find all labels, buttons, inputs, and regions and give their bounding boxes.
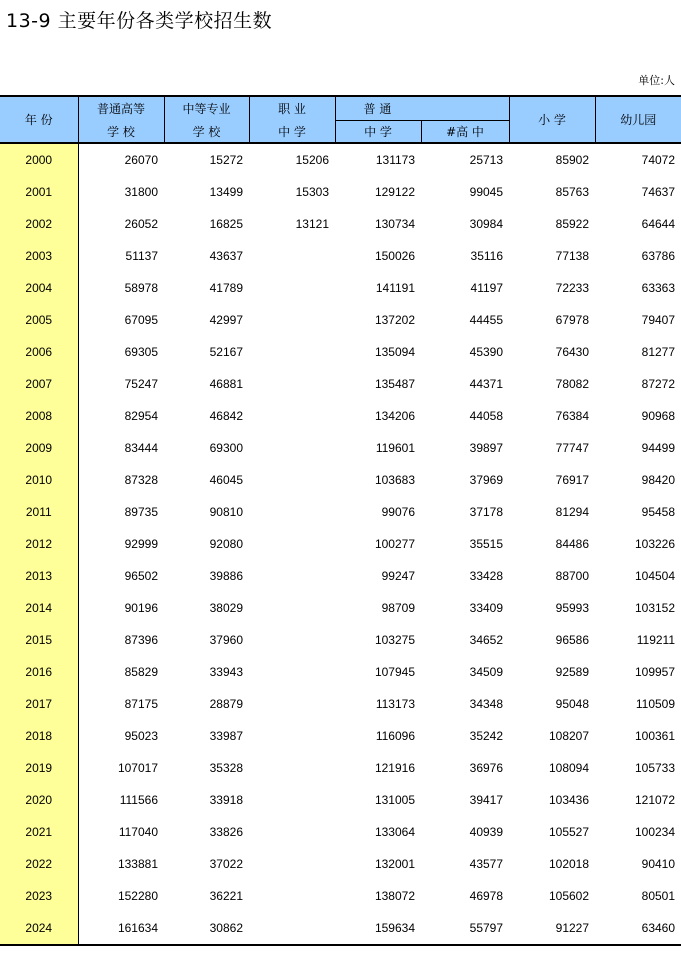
cell-secondary-voc: 33987 <box>209 729 243 743</box>
cell-secondary-voc: 35328 <box>209 761 243 775</box>
table-row <box>0 336 681 368</box>
cell-kindergarten: 121072 <box>634 793 676 807</box>
cell-regular-middle: 116096 <box>375 729 415 743</box>
cell-kindergarten: 104504 <box>634 569 676 583</box>
cell-high-school: 99045 <box>469 185 504 199</box>
header-regular-middle-1 <box>335 96 509 121</box>
cell-secondary-voc: 42997 <box>209 313 243 327</box>
cell-primary: 76384 <box>555 409 590 423</box>
cell-primary: 91227 <box>509 912 595 945</box>
cell-year: 2004 <box>0 272 78 304</box>
cell-high-school: 55797 <box>421 912 509 945</box>
header-secondary-voc-1: 中等专业 <box>164 96 249 121</box>
cell-general-higher: 111566 <box>119 793 158 807</box>
table-row <box>0 208 681 240</box>
cell-general-higher: 107017 <box>117 761 158 775</box>
cell-regular-middle: 99076 <box>381 505 415 519</box>
table-row <box>0 496 681 528</box>
cell-general-higher: 95023 <box>124 729 158 743</box>
cell-secondary-voc: 37960 <box>209 633 243 647</box>
cell-primary: 95993 <box>555 601 590 615</box>
cell-kindergarten: 74637 <box>641 185 676 199</box>
cell-kindergarten: 74072 <box>641 153 676 167</box>
cell-primary: 102018 <box>548 857 590 871</box>
cell-voc-middle: 15303 <box>295 185 329 199</box>
cell-kindergarten: 79407 <box>641 313 676 327</box>
cell-year: 2006 <box>0 336 78 368</box>
table-row <box>0 560 681 592</box>
cell-voc-middle: 15206 <box>295 153 329 167</box>
cell-general-higher: 26070 <box>124 153 158 167</box>
cell-high-school: 41197 <box>470 281 504 295</box>
cell-secondary-voc: 46842 <box>209 409 243 423</box>
cell-primary: 108207 <box>548 729 590 743</box>
cell-primary: 72233 <box>555 281 590 295</box>
cell-general-higher: 83444 <box>124 441 158 455</box>
page-title: 13-9 主要年份各类学校招生数 <box>6 10 273 32</box>
table-row <box>0 592 681 624</box>
table-row <box>0 816 681 848</box>
table-row <box>0 656 681 688</box>
cell-voc-middle <box>249 432 335 464</box>
cell-year: 2001 <box>0 176 78 208</box>
cell-kindergarten: 103152 <box>634 601 676 615</box>
cell-high-school: 30984 <box>469 217 504 231</box>
cell-year: 2023 <box>0 880 78 912</box>
header-year: 年 份 <box>0 96 78 143</box>
cell-primary: 77138 <box>555 249 590 263</box>
table-row <box>0 880 681 912</box>
cell-kindergarten: 109957 <box>634 665 676 679</box>
table-row <box>0 143 681 176</box>
cell-regular-middle: 135094 <box>374 345 415 359</box>
cell-general-higher: 92999 <box>124 537 158 551</box>
cell-high-school: 35116 <box>470 249 504 263</box>
cell-primary: 103436 <box>548 793 590 807</box>
cell-general-higher: 161634 <box>78 912 164 945</box>
cell-voc-middle <box>249 368 335 400</box>
table-row <box>0 912 681 945</box>
cell-high-school: 36976 <box>469 761 504 775</box>
cell-year: 2010 <box>0 464 78 496</box>
cell-voc-middle <box>249 400 335 432</box>
cell-regular-middle: 100277 <box>374 537 415 551</box>
cell-regular-middle: 141191 <box>375 281 415 295</box>
cell-high-school: 37969 <box>469 473 504 487</box>
cell-general-higher: 87328 <box>124 473 158 487</box>
cell-secondary-voc: 30862 <box>164 912 249 945</box>
cell-year: 2018 <box>0 720 78 752</box>
cell-voc-middle <box>249 688 335 720</box>
cell-high-school: 35242 <box>469 729 504 743</box>
cell-voc-middle <box>249 240 335 272</box>
cell-regular-middle: 107945 <box>374 665 415 679</box>
header-voc-middle-2: 中 学 <box>249 121 335 144</box>
cell-kindergarten: 63460 <box>595 912 681 945</box>
cell-secondary-voc: 37022 <box>209 857 243 871</box>
cell-high-school: 34348 <box>469 697 504 711</box>
table-row <box>0 272 681 304</box>
cell-regular-middle: 99247 <box>381 569 415 583</box>
cell-kindergarten: 110509 <box>635 697 676 711</box>
cell-regular-middle: 134206 <box>374 409 415 423</box>
cell-high-school: 46978 <box>469 889 504 903</box>
cell-high-school: 33409 <box>469 601 504 615</box>
cell-kindergarten: 63786 <box>641 249 676 263</box>
cell-year: 2021 <box>0 816 78 848</box>
cell-regular-middle: 133064 <box>374 825 415 839</box>
cell-high-school: 43577 <box>469 857 504 871</box>
cell-regular-middle: 150026 <box>374 249 415 263</box>
cell-general-higher: 89735 <box>124 505 158 519</box>
table-row <box>0 752 681 784</box>
cell-voc-middle <box>249 304 335 336</box>
cell-secondary-voc: 15272 <box>209 153 243 167</box>
cell-kindergarten: 87272 <box>641 377 676 391</box>
cell-general-higher: 58978 <box>124 281 158 295</box>
cell-secondary-voc: 41789 <box>209 281 243 295</box>
cell-general-higher: 75247 <box>124 377 158 391</box>
cell-general-higher: 117040 <box>118 825 158 839</box>
cell-secondary-voc: 33918 <box>209 793 243 807</box>
cell-high-school: 39897 <box>469 441 504 455</box>
cell-kindergarten: 63363 <box>641 281 676 295</box>
header-primary: 小 学 <box>509 96 595 143</box>
cell-kindergarten: 100361 <box>634 729 676 743</box>
cell-voc-middle <box>249 624 335 656</box>
cell-regular-middle: 103275 <box>374 633 415 647</box>
cell-high-school: 39417 <box>469 793 504 807</box>
cell-regular-middle: 138072 <box>374 889 415 903</box>
table-row <box>0 368 681 400</box>
cell-general-higher: 51137 <box>125 249 158 263</box>
cell-high-school: 44455 <box>469 313 504 327</box>
cell-voc-middle <box>249 592 335 624</box>
cell-year: 2017 <box>0 688 78 720</box>
cell-year: 2011 <box>0 496 78 528</box>
cell-regular-middle: 131173 <box>375 153 415 167</box>
cell-general-higher: 31800 <box>124 185 158 199</box>
cell-secondary-voc: 33943 <box>209 665 243 679</box>
cell-high-school: 44058 <box>469 409 504 423</box>
cell-primary: 76917 <box>555 473 590 487</box>
cell-secondary-voc: 13499 <box>209 185 243 199</box>
cell-kindergarten: 103226 <box>634 537 676 551</box>
cell-voc-middle <box>249 560 335 592</box>
cell-primary: 77747 <box>555 441 590 455</box>
cell-secondary-voc: 28879 <box>209 697 243 711</box>
cell-year: 2012 <box>0 528 78 560</box>
cell-high-school: 33428 <box>469 569 504 583</box>
cell-primary: 76430 <box>555 345 590 359</box>
cell-regular-middle: 131005 <box>374 793 415 807</box>
cell-regular-middle: 135487 <box>374 377 415 391</box>
cell-primary: 105602 <box>548 889 590 903</box>
cell-primary: 88700 <box>555 569 590 583</box>
table-row <box>0 848 681 880</box>
cell-high-school: 35515 <box>469 537 504 551</box>
cell-voc-middle <box>249 720 335 752</box>
cell-secondary-voc: 46881 <box>209 377 243 391</box>
cell-general-higher: 82954 <box>124 409 158 423</box>
cell-kindergarten: 81277 <box>641 345 676 359</box>
table-row <box>0 400 681 432</box>
cell-kindergarten: 119211 <box>636 633 676 647</box>
cell-year: 2016 <box>0 656 78 688</box>
cell-secondary-voc: 33826 <box>209 825 243 839</box>
cell-primary: 67978 <box>555 313 590 327</box>
cell-secondary-voc: 46045 <box>209 473 243 487</box>
cell-primary: 92589 <box>555 665 590 679</box>
cell-voc-middle <box>249 496 335 528</box>
cell-year: 2020 <box>0 784 78 816</box>
cell-kindergarten: 105733 <box>634 761 676 775</box>
cell-year: 2015 <box>0 624 78 656</box>
cell-year: 2014 <box>0 592 78 624</box>
cell-general-higher: 87396 <box>124 633 158 647</box>
header-high-school: #高 中 <box>421 121 509 144</box>
table-body <box>0 143 681 945</box>
cell-voc-middle: 13121 <box>295 217 329 231</box>
cell-primary: 108094 <box>548 761 590 775</box>
cell-kindergarten: 64644 <box>641 217 676 231</box>
cell-secondary-voc: 16825 <box>209 217 243 231</box>
cell-year: 2000 <box>0 143 78 176</box>
cell-primary: 96586 <box>555 633 590 647</box>
cell-year: 2019 <box>0 752 78 784</box>
cell-general-higher: 96502 <box>124 569 158 583</box>
cell-year: 2024 <box>0 912 78 945</box>
cell-kindergarten: 100234 <box>634 825 676 839</box>
cell-secondary-voc: 43637 <box>209 249 243 263</box>
cell-primary: 95048 <box>555 697 590 711</box>
cell-voc-middle <box>249 272 335 304</box>
cell-regular-middle: 113173 <box>375 697 415 711</box>
cell-year: 2002 <box>0 208 78 240</box>
cell-secondary-voc: 52167 <box>209 345 243 359</box>
cell-general-higher: 90196 <box>124 601 158 615</box>
table-row <box>0 784 681 816</box>
cell-year: 2003 <box>0 240 78 272</box>
header-general-higher-2: 学 校 <box>78 121 164 144</box>
header-regular-middle-1-text: 普 通 <box>363 102 392 116</box>
table-row <box>0 304 681 336</box>
cell-primary: 105527 <box>548 825 590 839</box>
cell-year: 2007 <box>0 368 78 400</box>
cell-kindergarten: 80501 <box>641 889 676 903</box>
header-secondary-voc-2: 学 校 <box>164 121 249 144</box>
cell-primary: 81294 <box>555 505 590 519</box>
cell-general-higher: 133881 <box>117 857 158 871</box>
cell-voc-middle <box>249 336 335 368</box>
cell-general-higher: 85829 <box>124 665 158 679</box>
cell-high-school: 44371 <box>469 377 504 391</box>
table-row <box>0 688 681 720</box>
cell-regular-middle: 98709 <box>381 601 415 615</box>
table-row <box>0 432 681 464</box>
cell-voc-middle <box>249 752 335 784</box>
table-header <box>0 96 681 143</box>
cell-regular-middle: 130734 <box>374 217 415 231</box>
cell-primary: 78082 <box>555 377 590 391</box>
cell-regular-middle: 103683 <box>374 473 415 487</box>
cell-secondary-voc: 36221 <box>209 889 243 903</box>
cell-secondary-voc: 90810 <box>209 505 243 519</box>
cell-regular-middle: 129122 <box>374 185 415 199</box>
cell-year: 2008 <box>0 400 78 432</box>
cell-year: 2009 <box>0 432 78 464</box>
cell-year: 2013 <box>0 560 78 592</box>
table-row <box>0 240 681 272</box>
cell-regular-middle: 137202 <box>374 313 415 327</box>
cell-voc-middle <box>249 528 335 560</box>
cell-kindergarten: 90410 <box>641 857 676 871</box>
cell-secondary-voc: 39886 <box>209 569 243 583</box>
cell-general-higher: 152280 <box>117 889 158 903</box>
cell-high-school: 45390 <box>469 345 504 359</box>
cell-primary: 85902 <box>555 153 590 167</box>
cell-voc-middle <box>249 656 335 688</box>
unit-label: 单位:人 <box>638 74 675 87</box>
cell-general-higher: 87175 <box>124 697 158 711</box>
cell-voc-middle <box>249 464 335 496</box>
enrollment-table <box>0 95 681 946</box>
header-general-higher-1: 普通高等 <box>78 96 164 121</box>
cell-voc-middle <box>249 848 335 880</box>
table-row <box>0 464 681 496</box>
cell-voc-middle <box>249 784 335 816</box>
table-row <box>0 624 681 656</box>
cell-high-school: 40939 <box>469 825 504 839</box>
cell-secondary-voc: 69300 <box>209 441 243 455</box>
cell-regular-middle: 121916 <box>374 761 415 775</box>
cell-secondary-voc: 92080 <box>209 537 243 551</box>
cell-kindergarten: 95458 <box>641 505 676 519</box>
cell-primary: 84486 <box>555 537 590 551</box>
cell-kindergarten: 98420 <box>641 473 676 487</box>
cell-regular-middle: 119601 <box>375 441 415 455</box>
cell-kindergarten: 94499 <box>641 441 676 455</box>
cell-high-school: 34652 <box>469 633 504 647</box>
cell-primary: 85763 <box>555 185 590 199</box>
cell-regular-middle: 159634 <box>335 912 421 945</box>
table-row <box>0 176 681 208</box>
cell-general-higher: 67095 <box>124 313 158 327</box>
cell-primary: 85922 <box>555 217 590 231</box>
cell-voc-middle <box>249 816 335 848</box>
table-row <box>0 720 681 752</box>
cell-secondary-voc: 38029 <box>209 601 243 615</box>
cell-voc-middle <box>249 912 335 945</box>
cell-year: 2005 <box>0 304 78 336</box>
cell-general-higher: 69305 <box>124 345 158 359</box>
cell-general-higher: 26052 <box>124 217 158 231</box>
cell-high-school: 25713 <box>469 153 504 167</box>
cell-year: 2022 <box>0 848 78 880</box>
header-voc-middle-1: 职 业 <box>249 96 335 121</box>
cell-voc-middle <box>249 880 335 912</box>
table-row <box>0 528 681 560</box>
cell-high-school: 34509 <box>469 665 504 679</box>
header-kindergarten: 幼儿园 <box>595 96 681 143</box>
cell-regular-middle: 132001 <box>374 857 415 871</box>
cell-kindergarten: 90968 <box>641 409 676 423</box>
cell-high-school: 37178 <box>469 505 504 519</box>
header-regular-middle-2: 中 学 <box>335 121 421 144</box>
